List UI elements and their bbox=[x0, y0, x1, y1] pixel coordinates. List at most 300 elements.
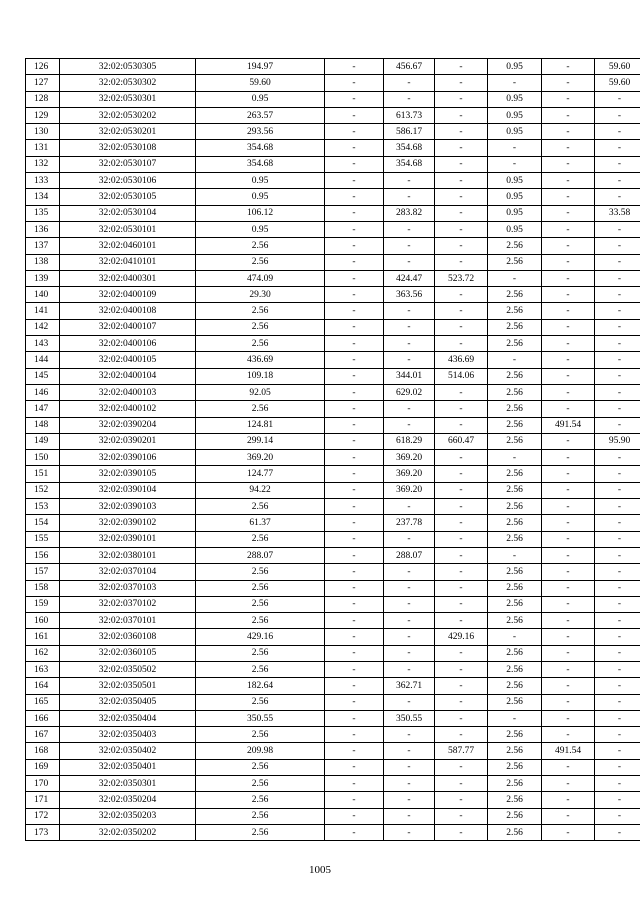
cadastral-number-cell: 32:02:0390102 bbox=[60, 515, 196, 531]
value-col-7-cell: 2.56 bbox=[488, 792, 542, 808]
value-col-9-cell: - bbox=[595, 678, 640, 694]
value-col-5-cell: 369.20 bbox=[384, 466, 435, 482]
row-number-cell: 147 bbox=[26, 401, 60, 417]
table-row bbox=[26, 645, 640, 661]
value-col-9-cell: - bbox=[595, 824, 640, 840]
value-col-7-cell: 2.56 bbox=[488, 384, 542, 400]
value-col-6-cell: - bbox=[435, 319, 488, 335]
table-row bbox=[26, 743, 640, 759]
value-col-8-cell: - bbox=[542, 776, 595, 792]
value-col-9-cell: - bbox=[595, 336, 640, 352]
value-col-9-cell: - bbox=[595, 352, 640, 368]
value-col-8-cell: - bbox=[542, 661, 595, 677]
value-col-5-cell: - bbox=[384, 596, 435, 612]
value-col-3-cell: 354.68 bbox=[196, 156, 325, 172]
value-col-5-cell: 369.20 bbox=[384, 450, 435, 466]
table-row bbox=[26, 564, 640, 580]
value-col-8-cell: - bbox=[542, 59, 595, 75]
value-col-6-cell: - bbox=[435, 678, 488, 694]
row-number-cell: 136 bbox=[26, 221, 60, 237]
value-col-5-cell: - bbox=[384, 173, 435, 189]
cadastral-number-cell: 32:02:0460101 bbox=[60, 238, 196, 254]
table-row bbox=[26, 238, 640, 254]
value-col-8-cell: - bbox=[542, 156, 595, 172]
table-row bbox=[26, 205, 640, 221]
value-col-5-cell: 613.73 bbox=[384, 107, 435, 123]
table-row bbox=[26, 384, 640, 400]
value-col-6-cell: - bbox=[435, 710, 488, 726]
value-col-9-cell: - bbox=[595, 107, 640, 123]
value-col-9-cell: - bbox=[595, 91, 640, 107]
value-col-7-cell: 0.95 bbox=[488, 173, 542, 189]
value-col-3-cell: 2.56 bbox=[196, 254, 325, 270]
value-col-5-cell: - bbox=[384, 776, 435, 792]
value-col-9-cell: - bbox=[595, 661, 640, 677]
value-col-8-cell: - bbox=[542, 91, 595, 107]
value-col-3-cell: 0.95 bbox=[196, 189, 325, 205]
value-col-7-cell: - bbox=[488, 270, 542, 286]
value-col-4-cell: - bbox=[325, 515, 384, 531]
value-col-3-cell: 194.97 bbox=[196, 59, 325, 75]
cadastral-number-cell: 32:02:0350403 bbox=[60, 727, 196, 743]
cadastral-number-cell: 32:02:0400103 bbox=[60, 384, 196, 400]
value-col-7-cell: 2.56 bbox=[488, 596, 542, 612]
value-col-7-cell: 2.56 bbox=[488, 401, 542, 417]
value-col-3-cell: 369.20 bbox=[196, 450, 325, 466]
table-row bbox=[26, 59, 640, 75]
row-number-cell: 135 bbox=[26, 205, 60, 221]
table-row bbox=[26, 140, 640, 156]
table-row bbox=[26, 727, 640, 743]
value-col-6-cell: - bbox=[435, 824, 488, 840]
table-row bbox=[26, 759, 640, 775]
cadastral-number-cell: 32:02:0350204 bbox=[60, 792, 196, 808]
value-col-5-cell: - bbox=[384, 221, 435, 237]
table-row bbox=[26, 368, 640, 384]
value-col-8-cell: - bbox=[542, 124, 595, 140]
row-number-cell: 138 bbox=[26, 254, 60, 270]
value-col-6-cell: - bbox=[435, 645, 488, 661]
value-col-6-cell: - bbox=[435, 727, 488, 743]
value-col-8-cell: - bbox=[542, 254, 595, 270]
row-number-cell: 173 bbox=[26, 824, 60, 840]
value-col-7-cell: 2.56 bbox=[488, 759, 542, 775]
value-col-5-cell: - bbox=[384, 499, 435, 515]
value-col-3-cell: 0.95 bbox=[196, 91, 325, 107]
cadastral-number-cell: 32:02:0400109 bbox=[60, 287, 196, 303]
value-col-6-cell: - bbox=[435, 466, 488, 482]
value-col-7-cell: 2.56 bbox=[488, 776, 542, 792]
value-col-5-cell: - bbox=[384, 75, 435, 91]
value-col-7-cell: 2.56 bbox=[488, 743, 542, 759]
value-col-8-cell: - bbox=[542, 319, 595, 335]
value-col-6-cell: - bbox=[435, 580, 488, 596]
value-col-8-cell: - bbox=[542, 433, 595, 449]
value-col-7-cell: 0.95 bbox=[488, 107, 542, 123]
value-col-6-cell: - bbox=[435, 482, 488, 498]
value-col-8-cell: - bbox=[542, 678, 595, 694]
value-col-9-cell: - bbox=[595, 384, 640, 400]
cadastral-number-cell: 32:02:0400301 bbox=[60, 270, 196, 286]
value-col-6-cell: 523.72 bbox=[435, 270, 488, 286]
value-col-8-cell: - bbox=[542, 694, 595, 710]
row-number-cell: 162 bbox=[26, 645, 60, 661]
cadastral-number-cell: 32:02:0350405 bbox=[60, 694, 196, 710]
value-col-8-cell: - bbox=[542, 287, 595, 303]
value-col-7-cell: 0.95 bbox=[488, 221, 542, 237]
row-number-cell: 167 bbox=[26, 727, 60, 743]
table-row bbox=[26, 336, 640, 352]
value-col-5-cell: - bbox=[384, 759, 435, 775]
value-col-9-cell: 95.90 bbox=[595, 433, 640, 449]
value-col-9-cell: - bbox=[595, 499, 640, 515]
value-col-3-cell: 2.56 bbox=[196, 499, 325, 515]
value-col-3-cell: 436.69 bbox=[196, 352, 325, 368]
value-col-4-cell: - bbox=[325, 75, 384, 91]
value-col-3-cell: 2.56 bbox=[196, 580, 325, 596]
value-col-5-cell: 586.17 bbox=[384, 124, 435, 140]
row-number-cell: 127 bbox=[26, 75, 60, 91]
value-col-4-cell: - bbox=[325, 499, 384, 515]
value-col-7-cell: - bbox=[488, 156, 542, 172]
row-number-cell: 169 bbox=[26, 759, 60, 775]
value-col-7-cell: 2.56 bbox=[488, 580, 542, 596]
value-col-3-cell: 2.56 bbox=[196, 645, 325, 661]
value-col-4-cell: - bbox=[325, 531, 384, 547]
value-col-4-cell: - bbox=[325, 466, 384, 482]
cadastral-number-cell: 32:02:0410101 bbox=[60, 254, 196, 270]
row-number-cell: 146 bbox=[26, 384, 60, 400]
value-col-5-cell: - bbox=[384, 189, 435, 205]
value-col-8-cell: - bbox=[542, 727, 595, 743]
value-col-9-cell: - bbox=[595, 727, 640, 743]
table-row bbox=[26, 515, 640, 531]
value-col-3-cell: 2.56 bbox=[196, 824, 325, 840]
value-col-7-cell: - bbox=[488, 140, 542, 156]
row-number-cell: 172 bbox=[26, 808, 60, 824]
row-number-cell: 164 bbox=[26, 678, 60, 694]
table-row bbox=[26, 450, 640, 466]
table-row bbox=[26, 303, 640, 319]
cadastral-number-cell: 32:02:0400102 bbox=[60, 401, 196, 417]
value-col-4-cell: - bbox=[325, 368, 384, 384]
value-col-3-cell: 2.56 bbox=[196, 401, 325, 417]
value-col-3-cell: 2.56 bbox=[196, 336, 325, 352]
value-col-5-cell: 354.68 bbox=[384, 140, 435, 156]
value-col-9-cell: - bbox=[595, 238, 640, 254]
value-col-9-cell: - bbox=[595, 303, 640, 319]
value-col-6-cell: - bbox=[435, 499, 488, 515]
table-row bbox=[26, 173, 640, 189]
table-row bbox=[26, 629, 640, 645]
value-col-8-cell: - bbox=[542, 336, 595, 352]
value-col-8-cell: - bbox=[542, 759, 595, 775]
value-col-5-cell: - bbox=[384, 808, 435, 824]
value-col-7-cell: 2.56 bbox=[488, 564, 542, 580]
row-number-cell: 131 bbox=[26, 140, 60, 156]
value-col-5-cell: - bbox=[384, 824, 435, 840]
row-number-cell: 163 bbox=[26, 661, 60, 677]
value-col-3-cell: 0.95 bbox=[196, 173, 325, 189]
row-number-cell: 139 bbox=[26, 270, 60, 286]
value-col-4-cell: - bbox=[325, 189, 384, 205]
value-col-4-cell: - bbox=[325, 287, 384, 303]
value-col-4-cell: - bbox=[325, 694, 384, 710]
table-row bbox=[26, 824, 640, 840]
value-col-4-cell: - bbox=[325, 678, 384, 694]
value-col-6-cell: - bbox=[435, 450, 488, 466]
cadastral-number-cell: 32:02:0350501 bbox=[60, 678, 196, 694]
row-number-cell: 144 bbox=[26, 352, 60, 368]
table-row bbox=[26, 189, 640, 205]
value-col-9-cell: 33.58 bbox=[595, 205, 640, 221]
value-col-7-cell: 2.56 bbox=[488, 466, 542, 482]
row-number-cell: 154 bbox=[26, 515, 60, 531]
value-col-9-cell: - bbox=[595, 776, 640, 792]
value-col-4-cell: - bbox=[325, 238, 384, 254]
cadastral-number-cell: 32:02:0350404 bbox=[60, 710, 196, 726]
value-col-3-cell: 94.22 bbox=[196, 482, 325, 498]
value-col-3-cell: 29.30 bbox=[196, 287, 325, 303]
value-col-3-cell: 474.09 bbox=[196, 270, 325, 286]
value-col-4-cell: - bbox=[325, 319, 384, 335]
value-col-7-cell: - bbox=[488, 710, 542, 726]
cadastral-number-cell: 32:02:0350203 bbox=[60, 808, 196, 824]
value-col-4-cell: - bbox=[325, 596, 384, 612]
value-col-9-cell: - bbox=[595, 368, 640, 384]
value-col-6-cell: - bbox=[435, 75, 488, 91]
table-row bbox=[26, 75, 640, 91]
value-col-3-cell: 2.56 bbox=[196, 694, 325, 710]
row-number-cell: 128 bbox=[26, 91, 60, 107]
value-col-9-cell: - bbox=[595, 270, 640, 286]
row-number-cell: 143 bbox=[26, 336, 60, 352]
value-col-3-cell: 124.77 bbox=[196, 466, 325, 482]
value-col-3-cell: 354.68 bbox=[196, 140, 325, 156]
value-col-9-cell: - bbox=[595, 596, 640, 612]
value-col-5-cell: - bbox=[384, 661, 435, 677]
value-col-5-cell: 424.47 bbox=[384, 270, 435, 286]
value-col-4-cell: - bbox=[325, 91, 384, 107]
value-col-5-cell: - bbox=[384, 580, 435, 596]
value-col-8-cell: - bbox=[542, 629, 595, 645]
cadastral-number-cell: 32:02:0400105 bbox=[60, 352, 196, 368]
row-number-cell: 145 bbox=[26, 368, 60, 384]
value-col-5-cell: 362.71 bbox=[384, 678, 435, 694]
value-col-8-cell: - bbox=[542, 499, 595, 515]
table-row bbox=[26, 808, 640, 824]
value-col-3-cell: 2.56 bbox=[196, 613, 325, 629]
value-col-3-cell: 2.56 bbox=[196, 759, 325, 775]
value-col-4-cell: - bbox=[325, 629, 384, 645]
value-col-9-cell: - bbox=[595, 613, 640, 629]
value-col-7-cell: 0.95 bbox=[488, 91, 542, 107]
value-col-5-cell: - bbox=[384, 401, 435, 417]
row-number-cell: 165 bbox=[26, 694, 60, 710]
cadastral-number-cell: 32:02:0390201 bbox=[60, 433, 196, 449]
cadastral-number-cell: 32:02:0360105 bbox=[60, 645, 196, 661]
table-row bbox=[26, 401, 640, 417]
value-col-5-cell: - bbox=[384, 743, 435, 759]
table-row bbox=[26, 417, 640, 433]
value-col-3-cell: 209.98 bbox=[196, 743, 325, 759]
row-number-cell: 168 bbox=[26, 743, 60, 759]
value-col-8-cell: - bbox=[542, 482, 595, 498]
value-col-3-cell: 0.95 bbox=[196, 221, 325, 237]
value-col-4-cell: - bbox=[325, 564, 384, 580]
value-col-5-cell: 288.07 bbox=[384, 547, 435, 563]
value-col-5-cell: 369.20 bbox=[384, 482, 435, 498]
table-row bbox=[26, 433, 640, 449]
row-number-cell: 151 bbox=[26, 466, 60, 482]
value-col-4-cell: - bbox=[325, 580, 384, 596]
value-col-9-cell: - bbox=[595, 319, 640, 335]
value-col-3-cell: 429.16 bbox=[196, 629, 325, 645]
value-col-3-cell: 2.56 bbox=[196, 776, 325, 792]
value-col-3-cell: 2.56 bbox=[196, 596, 325, 612]
value-col-9-cell: - bbox=[595, 645, 640, 661]
value-col-5-cell: - bbox=[384, 694, 435, 710]
value-col-3-cell: 299.14 bbox=[196, 433, 325, 449]
value-col-6-cell: 429.16 bbox=[435, 629, 488, 645]
value-col-6-cell: - bbox=[435, 694, 488, 710]
value-col-4-cell: - bbox=[325, 450, 384, 466]
value-col-4-cell: - bbox=[325, 482, 384, 498]
row-number-cell: 141 bbox=[26, 303, 60, 319]
row-number-cell: 153 bbox=[26, 499, 60, 515]
value-col-6-cell: - bbox=[435, 336, 488, 352]
cadastral-number-cell: 32:02:0530305 bbox=[60, 59, 196, 75]
value-col-5-cell: - bbox=[384, 531, 435, 547]
value-col-4-cell: - bbox=[325, 384, 384, 400]
value-col-7-cell: 2.56 bbox=[488, 694, 542, 710]
value-col-4-cell: - bbox=[325, 205, 384, 221]
value-col-4-cell: - bbox=[325, 173, 384, 189]
row-number-cell: 159 bbox=[26, 596, 60, 612]
value-col-6-cell: - bbox=[435, 661, 488, 677]
table-row bbox=[26, 613, 640, 629]
row-number-cell: 134 bbox=[26, 189, 60, 205]
value-col-3-cell: 92.05 bbox=[196, 384, 325, 400]
cadastral-number-cell: 32:02:0530105 bbox=[60, 189, 196, 205]
value-col-4-cell: - bbox=[325, 743, 384, 759]
table-row bbox=[26, 482, 640, 498]
value-col-4-cell: - bbox=[325, 710, 384, 726]
value-col-7-cell: 2.56 bbox=[488, 433, 542, 449]
row-number-cell: 130 bbox=[26, 124, 60, 140]
value-col-7-cell: 0.95 bbox=[488, 59, 542, 75]
value-col-5-cell: - bbox=[384, 645, 435, 661]
cadastral-number-cell: 32:02:0390105 bbox=[60, 466, 196, 482]
value-col-5-cell: 350.55 bbox=[384, 710, 435, 726]
value-col-4-cell: - bbox=[325, 59, 384, 75]
value-col-3-cell: 59.60 bbox=[196, 75, 325, 91]
value-col-6-cell: - bbox=[435, 205, 488, 221]
value-col-6-cell: - bbox=[435, 124, 488, 140]
value-col-8-cell: 491.54 bbox=[542, 743, 595, 759]
value-col-7-cell: - bbox=[488, 352, 542, 368]
value-col-9-cell: - bbox=[595, 580, 640, 596]
value-col-7-cell: - bbox=[488, 629, 542, 645]
value-col-3-cell: 2.56 bbox=[196, 792, 325, 808]
value-col-4-cell: - bbox=[325, 727, 384, 743]
value-col-5-cell: 237.78 bbox=[384, 515, 435, 531]
value-col-3-cell: 2.56 bbox=[196, 727, 325, 743]
value-col-5-cell: 354.68 bbox=[384, 156, 435, 172]
value-col-7-cell: 2.56 bbox=[488, 238, 542, 254]
value-col-9-cell: - bbox=[595, 221, 640, 237]
value-col-4-cell: - bbox=[325, 792, 384, 808]
value-col-8-cell: - bbox=[542, 596, 595, 612]
value-col-9-cell: - bbox=[595, 710, 640, 726]
cadastral-number-cell: 32:02:0380101 bbox=[60, 547, 196, 563]
value-col-9-cell: - bbox=[595, 792, 640, 808]
value-col-7-cell: - bbox=[488, 450, 542, 466]
value-col-4-cell: - bbox=[325, 156, 384, 172]
value-col-8-cell: - bbox=[542, 352, 595, 368]
cadastral-data-table bbox=[25, 58, 640, 841]
cadastral-number-cell: 32:02:0530301 bbox=[60, 91, 196, 107]
value-col-8-cell: - bbox=[542, 270, 595, 286]
value-col-4-cell: - bbox=[325, 613, 384, 629]
value-col-8-cell: - bbox=[542, 384, 595, 400]
value-col-4-cell: - bbox=[325, 645, 384, 661]
value-col-4-cell: - bbox=[325, 336, 384, 352]
value-col-5-cell: - bbox=[384, 238, 435, 254]
table-row bbox=[26, 694, 640, 710]
row-number-cell: 140 bbox=[26, 287, 60, 303]
table-row bbox=[26, 499, 640, 515]
table-row bbox=[26, 124, 640, 140]
value-col-8-cell: - bbox=[542, 173, 595, 189]
value-col-5-cell: - bbox=[384, 727, 435, 743]
value-col-7-cell: 2.56 bbox=[488, 287, 542, 303]
cadastral-number-cell: 32:02:0350202 bbox=[60, 824, 196, 840]
value-col-3-cell: 2.56 bbox=[196, 303, 325, 319]
value-col-8-cell: - bbox=[542, 824, 595, 840]
table-row bbox=[26, 678, 640, 694]
row-number-cell: 161 bbox=[26, 629, 60, 645]
row-number-cell: 155 bbox=[26, 531, 60, 547]
cadastral-number-cell: 32:02:0370104 bbox=[60, 564, 196, 580]
row-number-cell: 152 bbox=[26, 482, 60, 498]
value-col-3-cell: 263.57 bbox=[196, 107, 325, 123]
value-col-9-cell: - bbox=[595, 564, 640, 580]
value-col-6-cell: - bbox=[435, 156, 488, 172]
value-col-6-cell: - bbox=[435, 759, 488, 775]
value-col-5-cell: - bbox=[384, 564, 435, 580]
value-col-7-cell: 2.56 bbox=[488, 661, 542, 677]
table-row bbox=[26, 107, 640, 123]
value-col-8-cell: - bbox=[542, 580, 595, 596]
cadastral-number-cell: 32:02:0350301 bbox=[60, 776, 196, 792]
value-col-4-cell: - bbox=[325, 824, 384, 840]
row-number-cell: 157 bbox=[26, 564, 60, 580]
value-col-8-cell: - bbox=[542, 792, 595, 808]
value-col-7-cell: 2.56 bbox=[488, 613, 542, 629]
value-col-7-cell: 0.95 bbox=[488, 205, 542, 221]
value-col-3-cell: 2.56 bbox=[196, 564, 325, 580]
cadastral-number-cell: 32:02:0390104 bbox=[60, 482, 196, 498]
value-col-7-cell: 2.56 bbox=[488, 368, 542, 384]
value-col-8-cell: - bbox=[542, 613, 595, 629]
cadastral-number-cell: 32:02:0370103 bbox=[60, 580, 196, 596]
row-number-cell: 170 bbox=[26, 776, 60, 792]
value-col-8-cell: - bbox=[542, 107, 595, 123]
value-col-8-cell: - bbox=[542, 531, 595, 547]
value-col-6-cell: - bbox=[435, 547, 488, 563]
value-col-9-cell: - bbox=[595, 482, 640, 498]
